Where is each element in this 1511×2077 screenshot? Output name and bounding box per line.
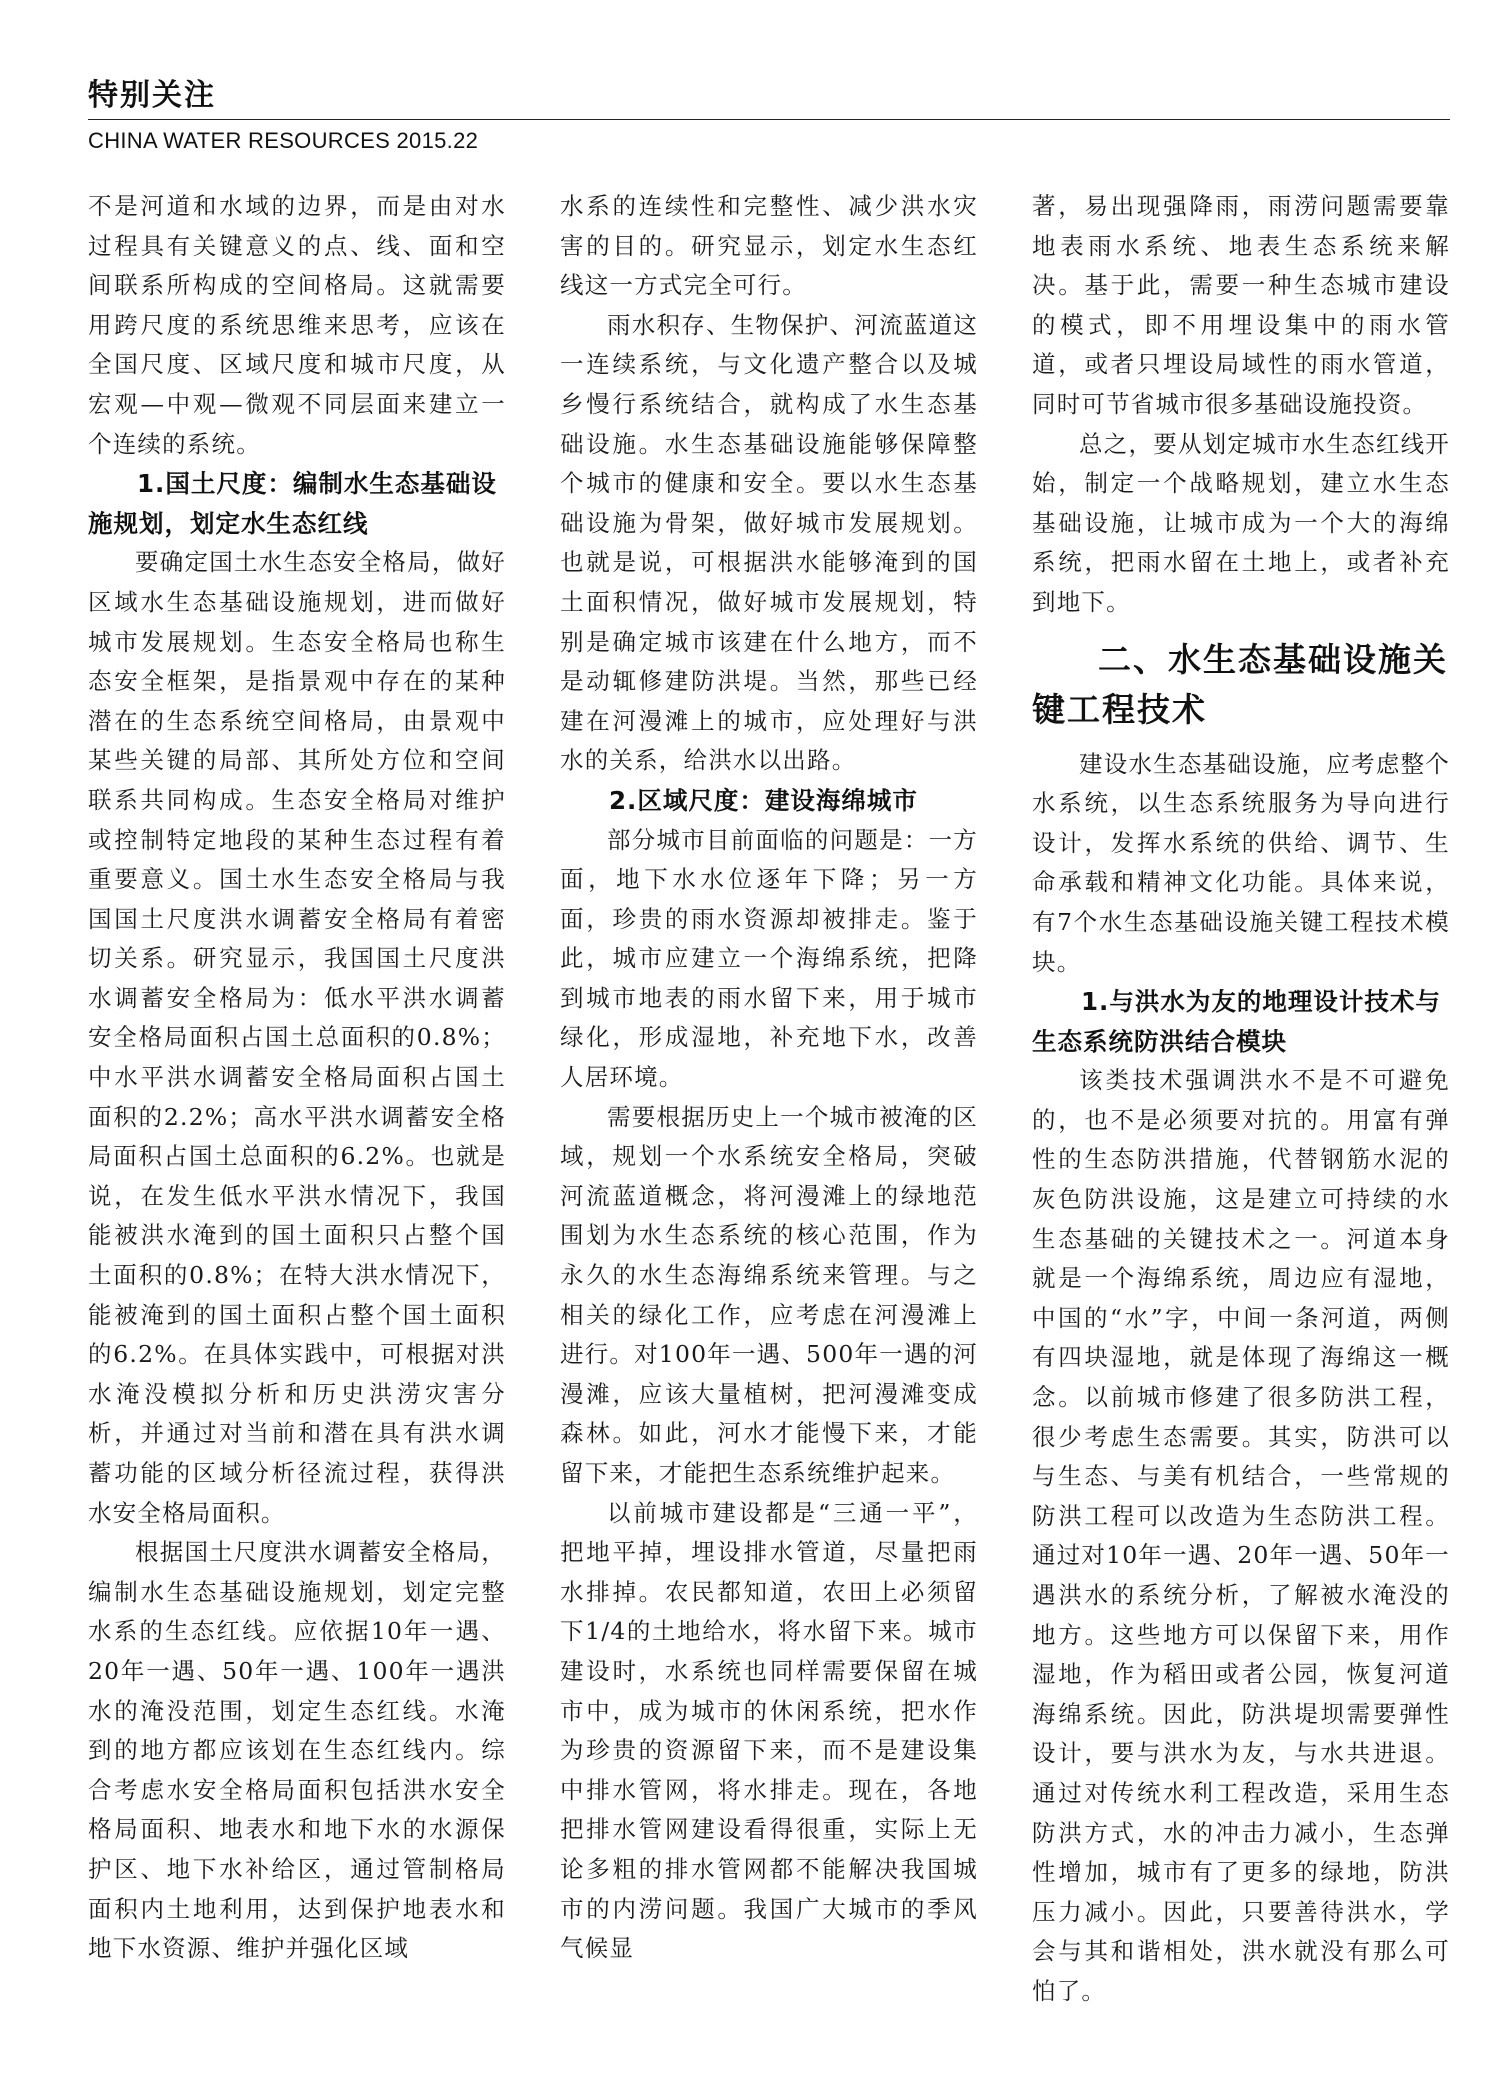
paragraph: 总之，要从划定城市水生态红线开始，制定一个战略规划，建立水生态基础设施，让城市成为一个大的海绵系统，把雨水留在土地上，或者补充到地下。 [1032, 429, 1450, 616]
paragraph: 建设水生态基础设施，应考虑整个水系统，以生态系统服务为导向进行设计，发挥水系统的供给、调节、生命承载和精神文化功能。具体来说，有7个水生态基础设施关键工程技术模块。 [1032, 749, 1450, 976]
paragraph: 著，易出现强降雨，雨涝问题需要靠地表雨水系统、地表生态系统来解决。基于此，需要一种生态城市建设的模式，即不用埋设集中的雨水管道，或者只埋设局域性的雨水管道，同时可节省城市很多基础设施投资。 [1032, 192, 1450, 418]
journal-issue: CHINA WATER RESOURCES 2015.22 [88, 128, 479, 153]
paragraph: 以前城市建设都是“三通一平”，把地平掉，埋设排水管道，尽量把雨水排掉。农民都知道，农田上必须留下1/4的土地给水，将水留下来。城市建设时，水系统也同样需要保留在城市中，成为城市的休闲系统，把水作为珍贵的资源留下来，而不是建设集中排水管网，将水排走。现在，各地把排水管网建设看得很重，实际上无论多粗的排水管网都不能解决我国城市的内涝问题。我国广大城市的季风气候显 [560, 1498, 978, 1963]
subheading: 1.国土尺度：编制水生态基础设施规划，划定水生态红线 [88, 469, 497, 538]
paragraph: 根据国土尺度洪水调蓄安全格局，编制水生态基础设施规划，划定完整水系的生态红线。应依据10年一遇、20年一遇、50年一遇、100年一遇洪水的淹没范围，划定生态红线。水淹到的地方都应该划在生态红线内。综合考虑水安全格局面积包括洪水安全格局面积、地表水和地下水的水源保护区、地下水补给区，通过管制格局面积内土地利用，达到保护地表水和地下水资源、维护并强化区域 [88, 1538, 506, 1963]
article-body [88, 187, 1450, 2037]
paragraph: 水系的连续性和完整性、减少洪水灾害的目的。研究显示，划定水生态红线这一方式完全可行。 [560, 192, 978, 300]
section-heading: 二、水生态基础设施关键工程技术 [1032, 639, 1448, 729]
paragraph: 该类技术强调洪水不是不可避免的，也不是必须要对抗的。用富有弹性的生态防洪措施，代替钢筋水泥的灰色防洪设施，这是建立可持续的水生态基础的关键技术之一。河道本身就是一个海绵系统，周边应有湿地，中国的“水”字，中间一条河道，两侧有四块湿地，就是体现了海绵这一概念。以前城市修建了很多防洪工程，很少考虑生态需要。其实，防洪可以与生态、与美有机结合，一些常规的防洪工程可以改造为生态防洪工程。通过对10年一遇、20年一遇、50年一遇洪水的系统分析，了解被水淹没的地方。这些地方可以保留下来，用作湿地，作为稻田或者公园，恢复河道海绵系统。因此，防洪堤坝需要弹性设计，要与洪水为友，与水共进退。通过对传统水利工程改造，采用生态防洪方式，水的冲击力减小，生态弹性增加，城市有了更多的绿地，防洪压力减小。因此，只要善待洪水，学会与其和谐相处，洪水就没有那么可怕了。 [1032, 1066, 1451, 2005]
column-3 [1032, 187, 1450, 2012]
page-header [88, 78, 1450, 153]
column-1 [88, 187, 506, 1969]
subheading: 1.与洪水为友的地理设计技术与生态系统防洪结合模块 [1032, 987, 1441, 1056]
header-rule [88, 119, 1450, 120]
paragraph: 不是河道和水域的边界，而是由对水过程具有关键意义的点、线、面和空间联系所构成的空间格局。这就需要用跨尺度的系统思维来思考，应该在全国尺度、区域尺度和城市尺度，从宏观—中观—微观不同层面来建立一个连续的系统。 [88, 192, 506, 458]
section-title: 特别关注 [88, 78, 216, 113]
paragraph: 需要根据历史上一个城市被淹的区域，规划一个水系统安全格局，突破河流蓝道概念，将河漫滩上的绿地范围划为水生态系统的核心范围，作为永久的水生态海绵系统来管理。与之相关的绿化工作，应考虑在河漫滩上进行。对100年一遇、500年一遇的河漫滩，应该大量植树，把河漫滩变成森林。如此，河水才能慢下来，才能留下来，才能把生态系统维护起来。 [560, 1102, 979, 1487]
paragraph: 雨水积存、生物保护、河流蓝道这一连续系统，与文化遗产整合以及城乡慢行系统结合，就构成了水生态基础设施。水生态基础设施能够保障整个城市的健康和安全。要以水生态基础设施为骨架，做好城市发展规划。也就是说，可根据洪水能够淹到的国土面积情况，做好城市发展规划，特别是确定城市该建在什么地方，而不是动辄修建防洪堤。当然，那些已经建在河漫滩上的城市，应处理好与洪水的关系，给洪水以出路。 [560, 310, 978, 775]
column-2 [560, 187, 978, 1969]
subheading: 2.区域尺度：建设海绵城市 [609, 785, 918, 815]
paragraph: 要确定国土水生态安全格局，做好区域水生态基础设施规划，进而做好城市发展规划。生态安全格局也称生态安全框架，是指景观中存在的某种潜在的生态系统空间格局，由景观中某些关键的局部、其所处方位和空间联系共同构成。生态安全格局对维护或控制特定地段的某种生态过程有着重要意义。国土水生态安全格局与我国国土尺度洪水调蓄安全格局有着密切关系。研究显示，我国国土尺度洪水调蓄安全格局为：低水平洪水调蓄安全格局面积占国土总面积的0.8%；中水平洪水调蓄安全格局面积占国土面积的2.2%；高水平洪水调蓄安全格局面积占国土总面积的6.2%。也就是说，在发生低水平洪水情况下，我国能被洪水淹到的国土面积只占整个国土面积的0.8%；在特大洪水情况下，能被淹到的国土面积占整个国土面积的6.2%。在具体实践中，可根据对洪水淹没模拟分析和历史洪涝灾害分析，并通过对当前和潜在具有洪水调蓄功能的区域分析径流过程，获得洪水安全格局面积。 [88, 548, 506, 1527]
paragraph: 部分城市目前面临的问题是：一方面，地下水水位逐年下降；另一方面，珍贵的雨水资源却被排走。鉴于此，城市应建立一个海绵系统，把降到城市地表的雨水留下来，用于城市绿化，形成湿地，补充地下水，改善人居环境。 [560, 825, 978, 1092]
